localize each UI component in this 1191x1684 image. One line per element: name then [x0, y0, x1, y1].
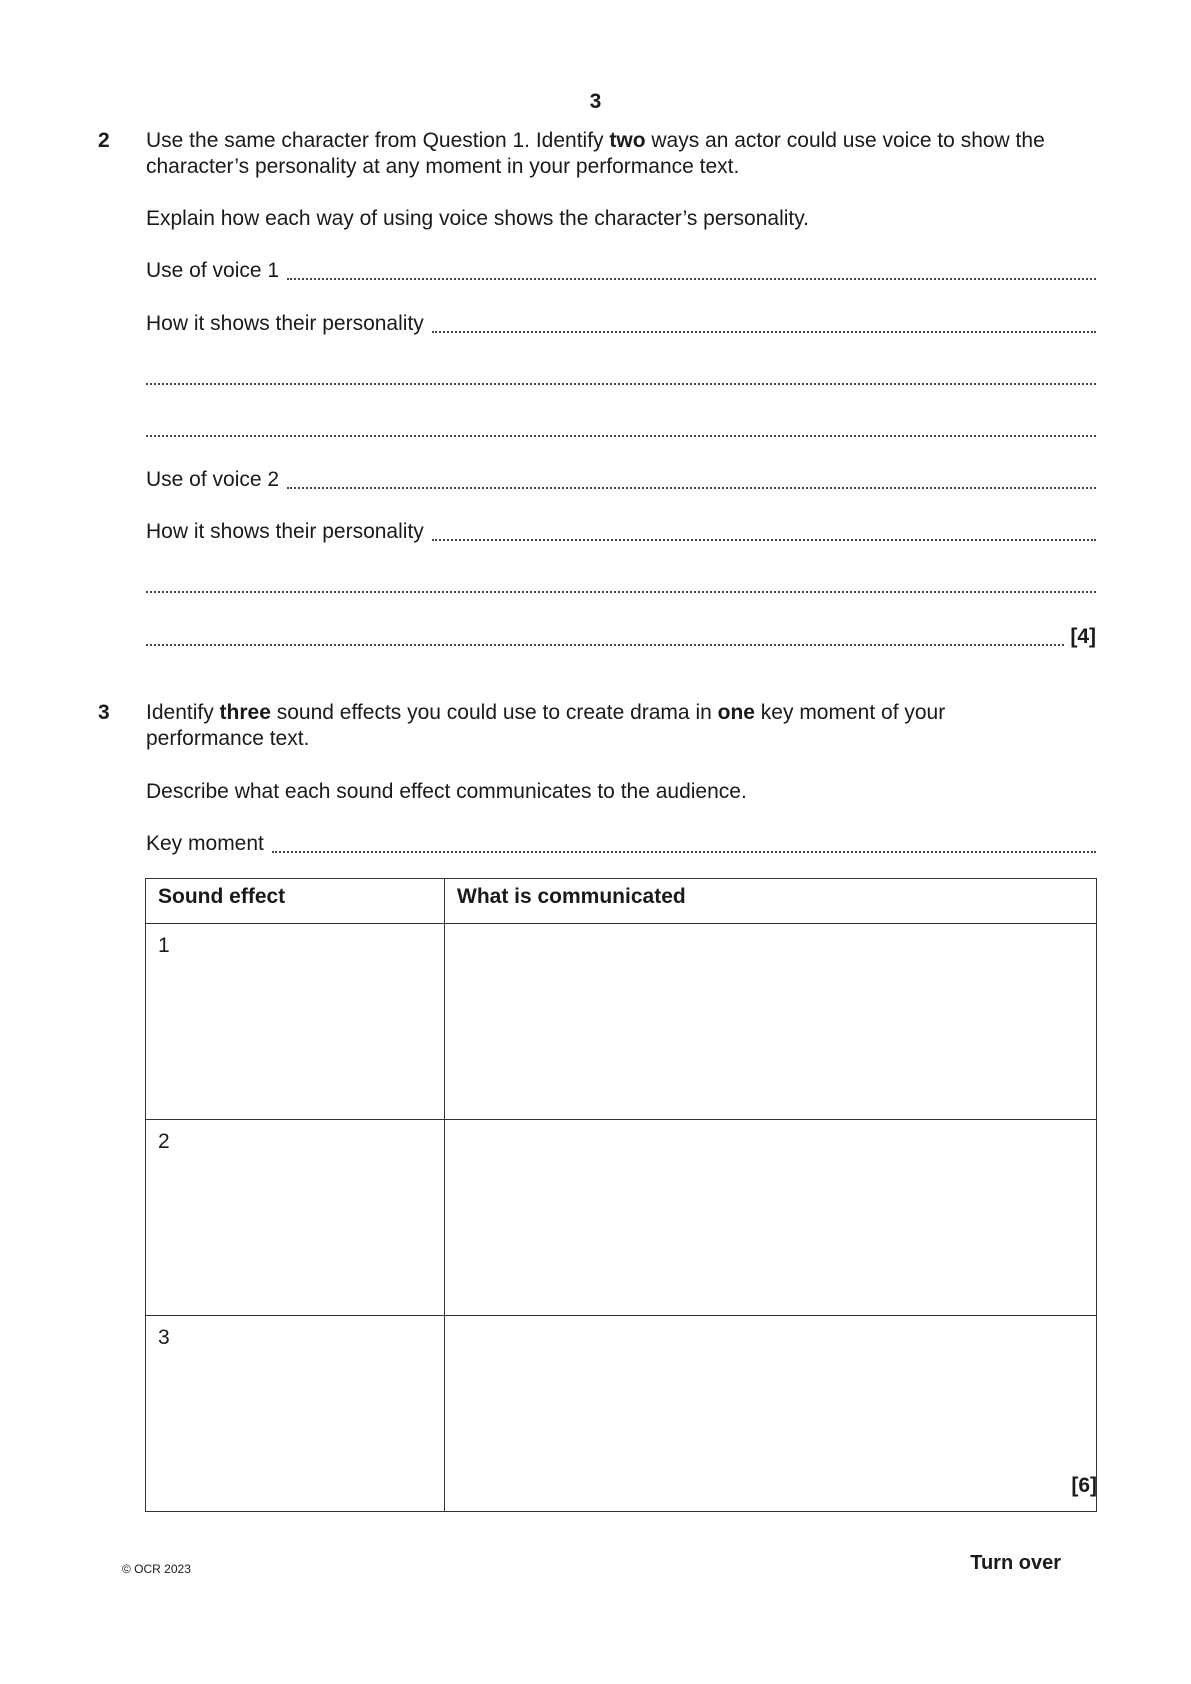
question-2-number: 2 — [98, 129, 110, 152]
question-3-instruction: Describe what each sound effect communicates to the audience. — [146, 780, 747, 803]
question-3-number: 3 — [98, 701, 110, 724]
table-row — [146, 1120, 1097, 1316]
question-2-instruction: Explain how each way of using voice shows the character’s personality. — [146, 207, 810, 230]
shows-2-dots — [432, 519, 1096, 541]
key-moment-answer-line[interactable] — [146, 831, 1096, 857]
question-2-text — [146, 128, 1106, 180]
page-number: 3 — [589, 90, 602, 113]
q3-line2: performance text. — [146, 727, 310, 750]
voice-2-answer-line[interactable] — [146, 467, 1096, 493]
answer-dots — [146, 624, 1064, 646]
q2-line1-pre: Use the same character from Question 1. Identify — [146, 129, 610, 152]
q3-marks: [6] — [1071, 1474, 1097, 1497]
q2-bold-two: two — [609, 129, 646, 152]
sound-effect-cell-1[interactable]: 1 — [146, 924, 445, 1120]
turn-over: Turn over — [970, 1552, 1061, 1574]
voice-1-answer-line[interactable] — [146, 258, 1096, 284]
q2-line1-post: ways an actor could use voice to show the — [645, 129, 1045, 152]
communicated-cell-2[interactable] — [445, 1120, 1097, 1316]
sound-effects-table — [145, 878, 1097, 1512]
answer-dots — [146, 571, 1096, 593]
header-sound-effect: Sound effect — [146, 879, 445, 924]
key-moment-dots — [272, 831, 1096, 853]
voice-1-label: Use of voice 1 — [146, 259, 280, 282]
sound-effect-cell-2[interactable]: 2 — [146, 1120, 445, 1316]
shows-1-dots — [432, 311, 1096, 333]
key-moment-label: Key moment — [146, 832, 264, 855]
shows-2-answer-line-2[interactable] — [146, 571, 1096, 597]
q3-line1-post: key moment of your — [754, 701, 946, 724]
table-row — [146, 924, 1097, 1120]
question-3-text — [146, 700, 1106, 752]
shows-2-answer-line[interactable] — [146, 519, 1096, 545]
shows-1-label: How it shows their personality — [146, 312, 424, 335]
answer-dots — [146, 415, 1096, 437]
q3-bold-one: one — [717, 701, 755, 724]
shows-1-answer-line-2[interactable] — [146, 363, 1096, 389]
shows-2-answer-line-3[interactable] — [146, 624, 1096, 650]
q2-line2: character’s personality at any moment in your performance text. — [146, 155, 740, 178]
sound-effect-cell-3[interactable]: 3 — [146, 1316, 445, 1512]
communicated-cell-1[interactable] — [445, 924, 1097, 1120]
shows-1-answer-line-3[interactable] — [146, 415, 1096, 441]
q3-line1-mid: sound effects you could use to create drama in — [270, 701, 718, 724]
answer-dots — [146, 363, 1096, 385]
q3-line1-pre: Identify — [146, 701, 220, 724]
communicated-cell-3[interactable] — [445, 1316, 1097, 1512]
shows-2-label: How it shows their personality — [146, 520, 424, 543]
header-what-is-communicated: What is communicated — [445, 879, 1097, 924]
q3-bold-three: three — [219, 701, 271, 724]
shows-1-answer-line[interactable] — [146, 311, 1096, 337]
copyright: © OCR 2023 — [122, 1562, 191, 1576]
table-row — [146, 1316, 1097, 1512]
q2-marks: [4] — [1070, 625, 1096, 648]
voice-2-label: Use of voice 2 — [146, 468, 280, 491]
voice-1-dots — [287, 258, 1096, 280]
table-header-row — [146, 879, 1097, 924]
voice-2-dots — [287, 467, 1096, 489]
